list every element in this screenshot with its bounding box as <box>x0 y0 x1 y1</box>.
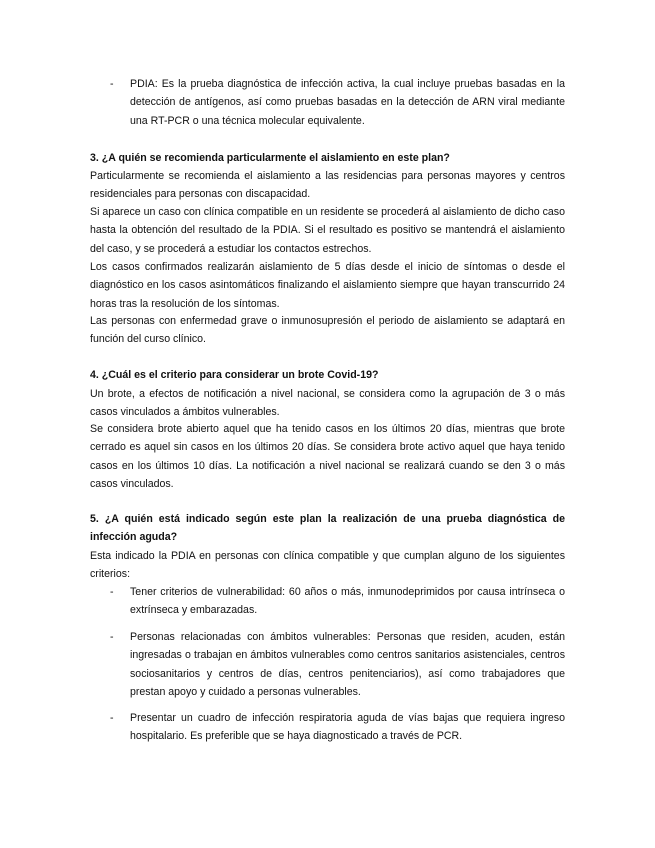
section-4-heading: 4. ¿Cuál es el criterio para considerar un brote Covid-19? <box>90 369 379 381</box>
criteria-list-item <box>110 628 565 701</box>
section-3-paragraph: Las personas con enfermedad grave o inmunosupresión el periodo de aislamiento se adaptará en función del curso clínico. <box>90 315 565 346</box>
section-3-paragraph: Los casos confirmados realizarán aislamiento de 5 días desde el inicio de síntomas o desde el diagnóstico en los casos asintomáticos finalizando el aislamiento siempre que hayan transcurrido 24 horas tras la resolución de los síntomas. <box>90 261 565 310</box>
section-4-paragraph: Un brote, a efectos de notificación a nivel nacional, se considera como la agrupación de 3 o más casos vinculados a ámbitos vulnerables. <box>90 388 565 419</box>
criteria-list-item <box>110 709 565 746</box>
section-3-paragraph: Si aparece un caso con clínica compatible en un residente se procederá al aislamiento de dicho caso hasta la obtención del resultado de la PDIA. Si el resultado es positivo se mantendrá el aislamiento del caso, y se procederá a estudiar los contactos estrechos. <box>90 206 565 255</box>
criteria-text: Presentar un cuadro de infección respiratoria aguda de vías bajas que requiera ingreso hospitalario. Es preferible que se haya diagnosticado a través de PCR. <box>130 712 565 743</box>
bullet-dash: - <box>110 631 114 643</box>
pdia-definition: PDIA: Es la prueba diagnóstica de infección activa, la cual incluye pruebas basadas en la detección de antígenos, así como pruebas basadas en la detección de ARN viral mediante una RT-PCR o una técnica molecular equivalente. <box>130 78 565 127</box>
pdia-list-item <box>110 75 565 130</box>
criteria-text: Personas relacionadas con ámbitos vulnerables: Personas que residen, acuden, están ingresadas o trabajan en ámbitos vulnerables como centros sanitarios asistenciales, centros sociosanitarios y centros de días, centros penitenciarios), así como trabajadores que prestan apoyo y cuidado a personas vulnerables. <box>130 631 565 698</box>
bullet-dash: - <box>110 586 114 598</box>
bullet-dash: - <box>110 78 114 90</box>
section-4-paragraph: Se considera brote abierto aquel que ha tenido casos en los últimos 20 días, mientras que brote cerrado es aquel sin casos en los últimos 20 días. Se considera brote activo aquel que haya tenido casos en los últimos 10 días. La notificación a nivel nacional se realizará cuando se den 3 o más casos vinculados. <box>90 423 565 490</box>
bullet-dash: - <box>110 712 114 724</box>
section-3-heading: 3. ¿A quién se recomienda particularmente el aislamiento en este plan? <box>90 152 450 164</box>
section-5-intro: Esta indicado la PDIA en personas con clínica compatible y que cumplan alguno de los siguientes criterios: <box>90 550 565 581</box>
criteria-text: Tener criterios de vulnerabilidad: 60 años o más, inmunodeprimidos por causa intrínseca o extrínseca y embarazadas. <box>130 586 565 617</box>
section-5-heading: 5. ¿A quién está indicado según este plan la realización de una prueba diagnóstica de infección aguda? <box>90 513 565 544</box>
criteria-list-item <box>110 583 565 620</box>
section-3-paragraph: Particularmente se recomienda el aislamiento a las residencias para personas mayores y centros residenciales para personas con discapacidad. <box>90 170 565 201</box>
